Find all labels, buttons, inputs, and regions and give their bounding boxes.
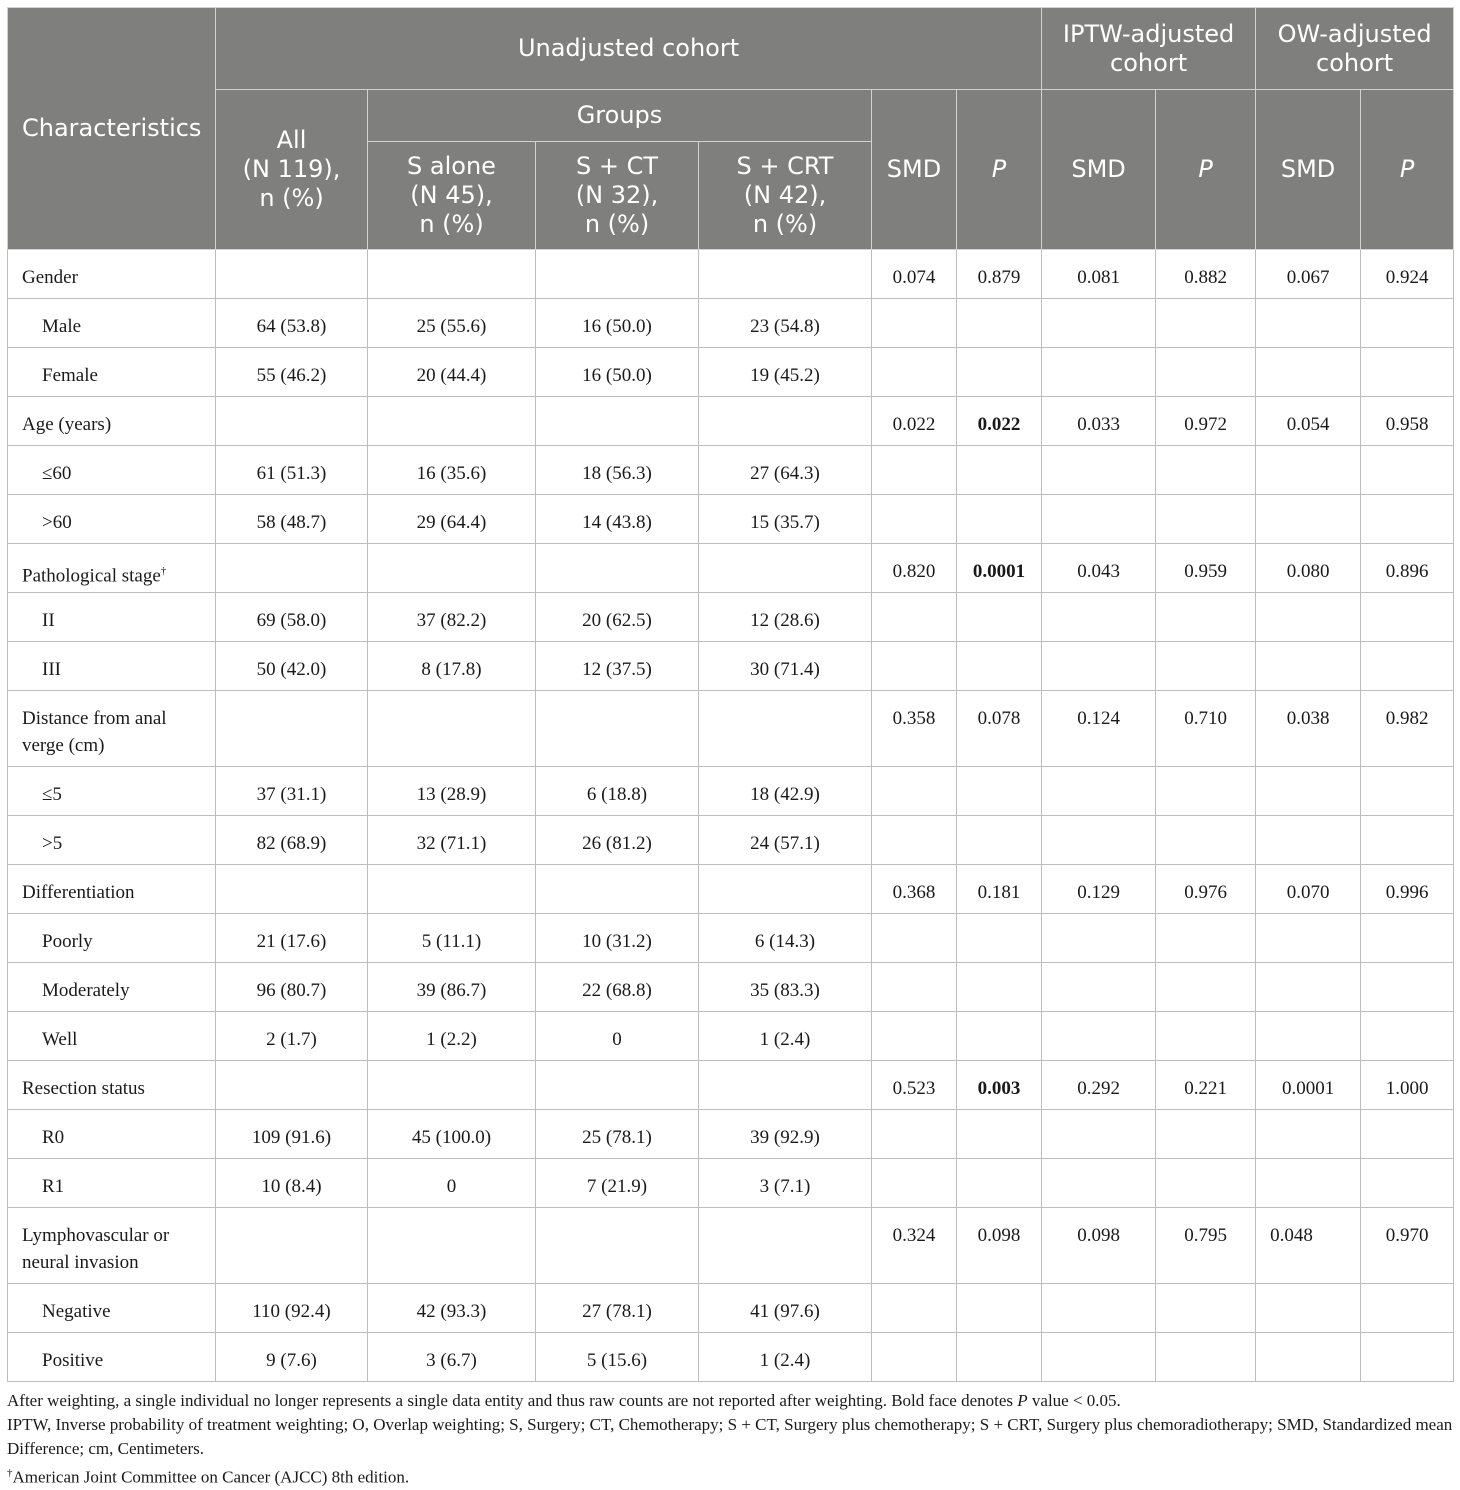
- cell-iptw-p: 0.976: [1156, 865, 1256, 914]
- cell-empty: [1361, 914, 1454, 963]
- cell-s-alone: 25 (55.6): [368, 299, 536, 348]
- cell-iptw-p: 0.959: [1156, 544, 1256, 593]
- cell-iptw-smd: 0.043: [1042, 544, 1156, 593]
- cell-all: 55 (46.2): [216, 348, 368, 397]
- cell-s-alone: 20 (44.4): [368, 348, 536, 397]
- row-label: >60: [8, 495, 216, 544]
- cell-s-alone: [368, 250, 536, 299]
- cell-s-ct: [536, 544, 699, 593]
- cell-empty: [1256, 642, 1361, 691]
- header-all: All (N 119), n (%): [216, 90, 368, 250]
- cell-empty: [1361, 446, 1454, 495]
- cell-s-crt: [699, 397, 872, 446]
- cell-all: [216, 544, 368, 593]
- cell-all: 50 (42.0): [216, 642, 368, 691]
- cell-s-alone: 0: [368, 1159, 536, 1208]
- cell-ow-smd: 0.070: [1256, 865, 1361, 914]
- header-s-ct: S + CT (N 32), n (%): [536, 142, 699, 250]
- row-label: Distance from anal verge (cm): [8, 691, 216, 767]
- cell-empty: [957, 1159, 1042, 1208]
- cell-s-ct: [536, 250, 699, 299]
- cell-empty: [1361, 1333, 1454, 1382]
- cell-empty: [872, 593, 957, 642]
- cell-empty: [1256, 495, 1361, 544]
- row-label: Resection status: [8, 1061, 216, 1110]
- cell-all: 9 (7.6): [216, 1333, 368, 1382]
- table-footnotes: [7, 1389, 1453, 1490]
- table-row: [8, 397, 1454, 446]
- cell-s-ct: 16 (50.0): [536, 299, 699, 348]
- cell-all: [216, 691, 368, 767]
- cell-empty: [1156, 963, 1256, 1012]
- cell-smd: 0.358: [872, 691, 957, 767]
- cell-s-crt: [699, 691, 872, 767]
- row-label: R0: [8, 1110, 216, 1159]
- cell-s-ct: 27 (78.1): [536, 1284, 699, 1333]
- cell-empty: [957, 299, 1042, 348]
- table-row: [8, 544, 1454, 593]
- table-container: [7, 7, 1453, 1490]
- cell-empty: [1042, 593, 1156, 642]
- cell-empty: [872, 1284, 957, 1333]
- cell-empty: [1042, 963, 1156, 1012]
- cell-iptw-smd: 0.033: [1042, 397, 1156, 446]
- cell-s-crt: 12 (28.6): [699, 593, 872, 642]
- cell-empty: [957, 767, 1042, 816]
- cell-ow-p: 0.896: [1361, 544, 1454, 593]
- cell-iptw-smd: 0.081: [1042, 250, 1156, 299]
- table-row: [8, 1208, 1454, 1284]
- cell-empty: [1361, 593, 1454, 642]
- cell-s-alone: 5 (11.1): [368, 914, 536, 963]
- cell-empty: [872, 299, 957, 348]
- cell-smd: 0.074: [872, 250, 957, 299]
- footnote-dagger: †: [160, 565, 167, 577]
- header-ow-p: P: [1361, 90, 1454, 250]
- cell-s-crt: 27 (64.3): [699, 446, 872, 495]
- cell-empty: [1361, 1012, 1454, 1061]
- cell-s-alone: 29 (64.4): [368, 495, 536, 544]
- table-row: [8, 816, 1454, 865]
- table-row: [8, 348, 1454, 397]
- cell-empty: [1361, 767, 1454, 816]
- cell-empty: [1156, 914, 1256, 963]
- cell-empty: [957, 446, 1042, 495]
- cell-all: 10 (8.4): [216, 1159, 368, 1208]
- cell-empty: [872, 1333, 957, 1382]
- cell-s-ct: 26 (81.2): [536, 816, 699, 865]
- cell-p: 0.078: [957, 691, 1042, 767]
- cell-s-crt: [699, 1208, 872, 1284]
- cell-all: [216, 250, 368, 299]
- cell-s-ct: 20 (62.5): [536, 593, 699, 642]
- cell-empty: [872, 348, 957, 397]
- cell-s-crt: 1 (2.4): [699, 1333, 872, 1382]
- cell-s-ct: [536, 1208, 699, 1284]
- table-header: [8, 8, 1454, 250]
- cell-s-alone: 37 (82.2): [368, 593, 536, 642]
- cell-smd: 0.368: [872, 865, 957, 914]
- cell-ow-p: 0.982: [1361, 691, 1454, 767]
- cell-s-crt: 19 (45.2): [699, 348, 872, 397]
- cell-empty: [1042, 816, 1156, 865]
- cell-ow-p: 0.924: [1361, 250, 1454, 299]
- row-label: Moderately: [8, 963, 216, 1012]
- cell-ow-smd: 0.0001: [1256, 1061, 1361, 1110]
- cell-all: 64 (53.8): [216, 299, 368, 348]
- cell-empty: [1256, 446, 1361, 495]
- cell-ow-smd: 0.080: [1256, 544, 1361, 593]
- cell-smd: 0.820: [872, 544, 957, 593]
- cell-s-ct: [536, 691, 699, 767]
- cell-empty: [1042, 1110, 1156, 1159]
- cell-s-ct: 25 (78.1): [536, 1110, 699, 1159]
- cell-iptw-smd: 0.098: [1042, 1208, 1156, 1284]
- cell-s-ct: [536, 865, 699, 914]
- cell-empty: [957, 1333, 1042, 1382]
- row-label: Poorly: [8, 914, 216, 963]
- table-row: [8, 642, 1454, 691]
- cell-empty: [957, 816, 1042, 865]
- cell-empty: [872, 1159, 957, 1208]
- cell-empty: [1042, 299, 1156, 348]
- cell-empty: [1256, 767, 1361, 816]
- cell-empty: [1361, 1284, 1454, 1333]
- cell-all: 21 (17.6): [216, 914, 368, 963]
- cell-empty: [872, 767, 957, 816]
- header-iptw-p: P: [1156, 90, 1256, 250]
- cell-empty: [1042, 914, 1156, 963]
- cell-empty: [1156, 1110, 1256, 1159]
- cell-all: 37 (31.1): [216, 767, 368, 816]
- cell-empty: [1256, 816, 1361, 865]
- cell-empty: [1156, 1333, 1256, 1382]
- cell-iptw-p: 0.972: [1156, 397, 1256, 446]
- cell-s-alone: 1 (2.2): [368, 1012, 536, 1061]
- row-label: Positive: [8, 1333, 216, 1382]
- cell-all: [216, 1061, 368, 1110]
- cell-s-crt: 15 (35.7): [699, 495, 872, 544]
- table-row: [8, 1110, 1454, 1159]
- cell-empty: [1361, 348, 1454, 397]
- cell-empty: [872, 963, 957, 1012]
- cell-empty: [1156, 767, 1256, 816]
- cell-s-ct: 0: [536, 1012, 699, 1061]
- cell-s-alone: [368, 865, 536, 914]
- table-row: [8, 446, 1454, 495]
- cell-empty: [1361, 1159, 1454, 1208]
- cell-p: 0.098: [957, 1208, 1042, 1284]
- cell-s-alone: [368, 1061, 536, 1110]
- cell-empty: [1256, 963, 1361, 1012]
- row-label: Negative: [8, 1284, 216, 1333]
- footnote-ajcc: †American Joint Committee on Cancer (AJCC) 8th edition.: [7, 1467, 410, 1487]
- row-label: ≤60: [8, 446, 216, 495]
- cell-empty: [1042, 1284, 1156, 1333]
- cell-ow-smd: 0.067: [1256, 250, 1361, 299]
- cell-empty: [872, 495, 957, 544]
- row-label: Male: [8, 299, 216, 348]
- cell-s-ct: 16 (50.0): [536, 348, 699, 397]
- row-label: Well: [8, 1012, 216, 1061]
- cell-s-crt: 39 (92.9): [699, 1110, 872, 1159]
- header-iptw-smd: SMD: [1042, 90, 1156, 250]
- cell-s-crt: 41 (97.6): [699, 1284, 872, 1333]
- cell-s-ct: 6 (18.8): [536, 767, 699, 816]
- table-row: [8, 691, 1454, 767]
- cell-empty: [957, 1284, 1042, 1333]
- cell-empty: [872, 816, 957, 865]
- cell-s-alone: [368, 1208, 536, 1284]
- cell-p: 0.0001: [957, 544, 1042, 593]
- cell-s-crt: [699, 865, 872, 914]
- table-body: [8, 250, 1454, 1382]
- cell-s-crt: 1 (2.4): [699, 1012, 872, 1061]
- table-row: [8, 963, 1454, 1012]
- cell-empty: [1156, 348, 1256, 397]
- cell-ow-p: 0.958: [1361, 397, 1454, 446]
- row-label: R1: [8, 1159, 216, 1208]
- cell-empty: [1256, 1110, 1361, 1159]
- cell-s-alone: [368, 544, 536, 593]
- cell-empty: [957, 1012, 1042, 1061]
- cell-empty: [1361, 495, 1454, 544]
- cell-s-crt: [699, 250, 872, 299]
- cell-empty: [1156, 816, 1256, 865]
- header-s-alone: S alone (N 45), n (%): [368, 142, 536, 250]
- cell-empty: [1042, 1012, 1156, 1061]
- row-label: ≤5: [8, 767, 216, 816]
- table-row: [8, 495, 1454, 544]
- cell-s-crt: 6 (14.3): [699, 914, 872, 963]
- row-label: III: [8, 642, 216, 691]
- cell-smd: 0.523: [872, 1061, 957, 1110]
- cell-empty: [1256, 593, 1361, 642]
- cell-empty: [1361, 642, 1454, 691]
- row-label: II: [8, 593, 216, 642]
- cell-empty: [1042, 642, 1156, 691]
- cell-s-alone: 42 (93.3): [368, 1284, 536, 1333]
- cell-s-ct: [536, 397, 699, 446]
- cell-empty: [1361, 299, 1454, 348]
- header-unadjusted-cohort: Unadjusted cohort: [216, 8, 1042, 90]
- table-row: [8, 250, 1454, 299]
- table-row: [8, 1333, 1454, 1382]
- cell-s-ct: 22 (68.8): [536, 963, 699, 1012]
- cell-empty: [1256, 1159, 1361, 1208]
- cell-empty: [957, 642, 1042, 691]
- row-label: >5: [8, 816, 216, 865]
- cell-empty: [1042, 446, 1156, 495]
- cell-s-crt: 35 (83.3): [699, 963, 872, 1012]
- footnote-abbreviations: IPTW, Inverse probability of treatment weighting; O, Overlap weighting; S, Surgery; CT, Chemotherapy; S + CT, Surgery plus chemotherapy; S + CRT, Surgery plus chemoradiotherapy; SMD, Standardized mean Difference; cm, Centimeters.: [7, 1415, 1453, 1458]
- cell-empty: [1256, 1284, 1361, 1333]
- cell-all: [216, 865, 368, 914]
- cell-empty: [1361, 816, 1454, 865]
- cell-s-ct: 5 (15.6): [536, 1333, 699, 1382]
- cell-iptw-p: 0.221: [1156, 1061, 1256, 1110]
- footnote-weighting: After weighting, a single individual no longer represents a single data entity and thus raw counts are not reported after weighting. Bold face denotes P value < 0.05.: [7, 1391, 1121, 1410]
- cell-empty: [1256, 1012, 1361, 1061]
- cell-s-crt: 24 (57.1): [699, 816, 872, 865]
- cell-all: [216, 1208, 368, 1284]
- cell-s-alone: 16 (35.6): [368, 446, 536, 495]
- cell-empty: [872, 1012, 957, 1061]
- cell-iptw-smd: 0.124: [1042, 691, 1156, 767]
- table-row: [8, 1061, 1454, 1110]
- cell-p: 0.181: [957, 865, 1042, 914]
- cell-ow-p: 0.996: [1361, 865, 1454, 914]
- cell-empty: [1156, 593, 1256, 642]
- cell-empty: [1256, 299, 1361, 348]
- cell-s-crt: 30 (71.4): [699, 642, 872, 691]
- cell-s-ct: 18 (56.3): [536, 446, 699, 495]
- row-label: Lymphovascular or neural invasion: [8, 1208, 216, 1284]
- cell-all: 61 (51.3): [216, 446, 368, 495]
- cell-all: [216, 397, 368, 446]
- cell-p: 0.022: [957, 397, 1042, 446]
- cell-ow-smd: 0.038: [1256, 691, 1361, 767]
- cell-empty: [957, 348, 1042, 397]
- header-characteristics: Characteristics: [8, 8, 216, 250]
- cell-all: 109 (91.6): [216, 1110, 368, 1159]
- row-label: Age (years): [8, 397, 216, 446]
- table-row: [8, 1012, 1454, 1061]
- cell-iptw-p: 0.710: [1156, 691, 1256, 767]
- row-label: Differentiation: [8, 865, 216, 914]
- cell-s-ct: 10 (31.2): [536, 914, 699, 963]
- cell-empty: [1042, 767, 1156, 816]
- cell-iptw-p: 0.882: [1156, 250, 1256, 299]
- row-label: Pathological stage†: [8, 544, 216, 593]
- cell-s-ct: 14 (43.8): [536, 495, 699, 544]
- cell-empty: [1361, 963, 1454, 1012]
- cell-empty: [1256, 1333, 1361, 1382]
- header-groups: Groups: [368, 90, 872, 142]
- cell-empty: [957, 914, 1042, 963]
- table-row: [8, 1284, 1454, 1333]
- cell-empty: [872, 446, 957, 495]
- cell-iptw-p: 0.795: [1156, 1208, 1256, 1284]
- cell-smd: 0.022: [872, 397, 957, 446]
- table-row: [8, 1159, 1454, 1208]
- table-row: [8, 299, 1454, 348]
- cell-s-crt: [699, 1061, 872, 1110]
- cell-all: 96 (80.7): [216, 963, 368, 1012]
- cell-empty: [1361, 1110, 1454, 1159]
- table-row: [8, 865, 1454, 914]
- cell-empty: [1156, 1284, 1256, 1333]
- cell-empty: [957, 1110, 1042, 1159]
- cell-s-ct: 12 (37.5): [536, 642, 699, 691]
- cell-s-alone: 45 (100.0): [368, 1110, 536, 1159]
- cell-empty: [957, 593, 1042, 642]
- cell-iptw-smd: 0.292: [1042, 1061, 1156, 1110]
- cell-empty: [957, 495, 1042, 544]
- cell-empty: [1156, 446, 1256, 495]
- cell-empty: [1042, 495, 1156, 544]
- cell-ow-smd: 0.048: [1256, 1208, 1361, 1284]
- cell-empty: [1156, 642, 1256, 691]
- header-ow-smd: SMD: [1256, 90, 1361, 250]
- cell-s-crt: 3 (7.1): [699, 1159, 872, 1208]
- table-row: [8, 914, 1454, 963]
- cell-empty: [872, 914, 957, 963]
- cell-p: 0.003: [957, 1061, 1042, 1110]
- cell-empty: [1256, 348, 1361, 397]
- table-row: [8, 593, 1454, 642]
- cell-smd: 0.324: [872, 1208, 957, 1284]
- row-label: Female: [8, 348, 216, 397]
- cell-empty: [1156, 1159, 1256, 1208]
- cell-p: 0.879: [957, 250, 1042, 299]
- cell-all: 2 (1.7): [216, 1012, 368, 1061]
- cell-empty: [872, 1110, 957, 1159]
- header-ow-cohort: OW-adjusted cohort: [1256, 8, 1454, 90]
- cell-empty: [1156, 495, 1256, 544]
- cell-all: 58 (48.7): [216, 495, 368, 544]
- cell-s-alone: [368, 691, 536, 767]
- header-s-crt: S + CRT (N 42), n (%): [699, 142, 872, 250]
- cell-empty: [1156, 1012, 1256, 1061]
- cell-all: 110 (92.4): [216, 1284, 368, 1333]
- cell-s-crt: 18 (42.9): [699, 767, 872, 816]
- header-p: P: [957, 90, 1042, 250]
- cell-s-alone: 8 (17.8): [368, 642, 536, 691]
- cell-s-alone: 3 (6.7): [368, 1333, 536, 1382]
- characteristics-table: [7, 7, 1454, 1382]
- cell-ow-smd: 0.054: [1256, 397, 1361, 446]
- cell-empty: [1042, 1159, 1156, 1208]
- cell-s-ct: 7 (21.9): [536, 1159, 699, 1208]
- cell-empty: [957, 963, 1042, 1012]
- header-iptw-cohort: IPTW-adjusted cohort: [1042, 8, 1256, 90]
- cell-s-ct: [536, 1061, 699, 1110]
- cell-ow-p: 1.000: [1361, 1061, 1454, 1110]
- cell-s-alone: 13 (28.9): [368, 767, 536, 816]
- cell-s-alone: [368, 397, 536, 446]
- cell-all: 82 (68.9): [216, 816, 368, 865]
- cell-empty: [872, 642, 957, 691]
- cell-empty: [1156, 299, 1256, 348]
- cell-empty: [1042, 348, 1156, 397]
- cell-s-crt: 23 (54.8): [699, 299, 872, 348]
- cell-empty: [1256, 914, 1361, 963]
- row-label: Gender: [8, 250, 216, 299]
- cell-s-crt: [699, 544, 872, 593]
- header-smd: SMD: [872, 90, 957, 250]
- cell-s-alone: 39 (86.7): [368, 963, 536, 1012]
- table-row: [8, 767, 1454, 816]
- cell-ow-p: 0.970: [1361, 1208, 1454, 1284]
- cell-all: 69 (58.0): [216, 593, 368, 642]
- cell-iptw-smd: 0.129: [1042, 865, 1156, 914]
- cell-s-alone: 32 (71.1): [368, 816, 536, 865]
- cell-empty: [1042, 1333, 1156, 1382]
